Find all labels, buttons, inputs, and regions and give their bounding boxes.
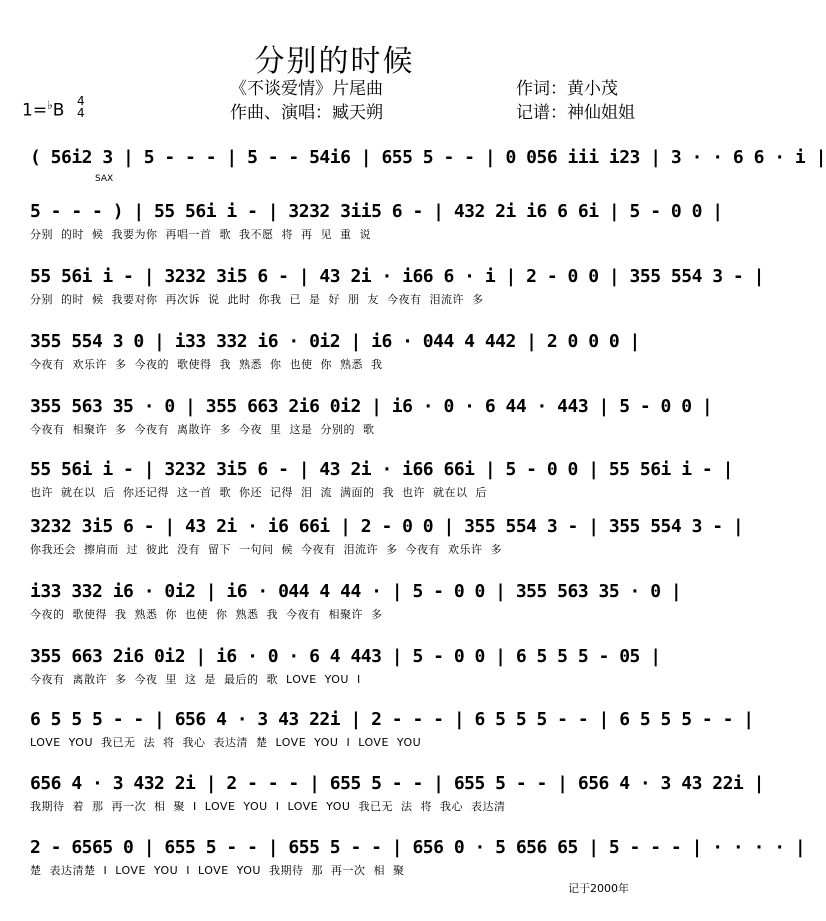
lyrics-line: 分别 的时 候 我要对你 再次诉 说 此时 你我 已 是 好 朋 友 今夜有 泪流许 多 (30, 293, 484, 306)
notation-line: 55 56i i - | 3232 3i5 6 - | 43 2i · i66 6 · i | 2 - 0 0 | 355 554 3 - | (30, 266, 764, 287)
lyrics-line: 我期待 着 那 再一次 相 聚 I LOVE YOU I LOVE YOU 我已无 法 将 我心 表达清 (30, 800, 506, 813)
score-line (0, 772, 764, 832)
notation-line: 656 4 · 3 432 2i | 2 - - - | 655 5 - - | 655 5 - - | 656 4 · 3 43 22i | (30, 773, 764, 794)
notation-line: 355 663 2i6 0i2 | i6 · 0 · 6 4 443 | 5 - 0 0 | 6 5 5 5 - 05 | (30, 646, 661, 667)
time-signature-top: 4 (77, 94, 85, 108)
notation-line: 55 56i i - | 3232 3i5 6 - | 43 2i · i66 66i | 5 - 0 0 | 55 56i i - | (30, 459, 733, 480)
time-signature-bottom: 4 (77, 106, 85, 120)
lyricist-credit: 作词：黄小茂 (516, 79, 618, 99)
key-prefix: 1= (22, 100, 48, 121)
lyrics-line: 今夜有 相聚许 多 今夜有 离散许 多 今夜 里 这是 分别的 歌 (30, 423, 375, 436)
lyrics-line: 你我还会 擦肩而 过 彼此 没有 留下 一句问 候 今夜有 泪流许 多 今夜有 欢乐许 多 (30, 543, 502, 556)
transcriber-credit: 记谱：神仙姐姐 (516, 103, 635, 123)
notation-line: 6 5 5 5 - - | 656 4 · 3 43 22i | 2 - - - | 6 5 5 5 - - | 6 5 5 5 - - | (30, 709, 754, 730)
notation-line: 355 554 3 0 | i33 332 i6 · 0i2 | i6 · 044 4 442 | 2 0 0 0 | (30, 331, 640, 352)
song-title: 分别的时候 (254, 44, 415, 79)
lyrics-line: 楚 表达清楚 I LOVE YOU I LOVE YOU 我期待 那 再一次 相 聚 (30, 864, 405, 877)
notation-line: i33 332 i6 · 0i2 | i6 · 044 4 44 · | 5 - 0 0 | 355 563 35 · 0 | (30, 581, 682, 602)
score-line (0, 265, 764, 325)
score-line (0, 458, 733, 518)
lyrics-line: 分别 的时 候 我要为你 再唱一首 歌 我不愿 将 再 见 重 说 (30, 228, 371, 241)
notation-line: 5 - - - ) | 55 56i i - | 3232 3ii5 6 - | 432 2i i6 6 6i | 5 - 0 0 | (30, 201, 723, 222)
score-line (0, 708, 754, 768)
notation-line: ( 56i2 3 | 5 - - - | 5 - - 54i6 | 655 5 - - | 0 056 iii i23 | 3 · · 6 6 · i | (30, 147, 826, 168)
score-line (0, 580, 682, 640)
notation-line: 355 563 35 · 0 | 355 663 2i6 0i2 | i6 · 0 · 6 44 · 443 | 5 - 0 0 | (30, 396, 713, 417)
transcription-date: 记于2000年 (568, 882, 629, 895)
time-signature (77, 95, 85, 119)
score-line (0, 330, 669, 390)
score-line (0, 515, 744, 575)
lyrics-line: 今夜有 欢乐许 多 今夜的 歌使得 我 熟悉 你 也使 你 熟悉 我 (30, 358, 383, 371)
instrument-label: SAX (95, 174, 114, 184)
lyrics-line: 今夜有 离散许 多 今夜 里 这 是 最后的 歌 LOVE YOU I (30, 673, 361, 686)
key-signature (22, 98, 64, 121)
composer-credit: 作曲、演唱：臧天朔 (230, 103, 383, 123)
notation-line: 2 - 6565 0 | 655 5 - - | 655 5 - - | 656 0 · 5 656 65 | 5 - - - | · · · · | (30, 837, 806, 858)
lyrics-line: 也许 就在以 后 你还记得 这一首 歌 你还 记得 泪 流 满面的 我 也许 就在以 后 (30, 486, 487, 499)
key-letter: B (52, 100, 65, 121)
score-line (0, 645, 669, 705)
lyrics-line: 今夜的 歌使得 我 熟悉 你 也使 你 熟悉 我 今夜有 相聚许 多 (30, 608, 383, 621)
score-line (0, 146, 826, 206)
song-subtitle: 《不谈爱情》片尾曲 (230, 79, 383, 99)
notation-line: 3232 3i5 6 - | 43 2i · i6 66i | 2 - 0 0 | 355 554 3 - | 355 554 3 - | (30, 516, 744, 537)
lyrics-line: LOVE YOU 我已无 法 将 我心 表达清 楚 LOVE YOU I LOVE YOU (30, 736, 422, 749)
score-line (0, 200, 723, 260)
flat-symbol: ♭ (47, 98, 53, 112)
score-line (0, 395, 713, 455)
